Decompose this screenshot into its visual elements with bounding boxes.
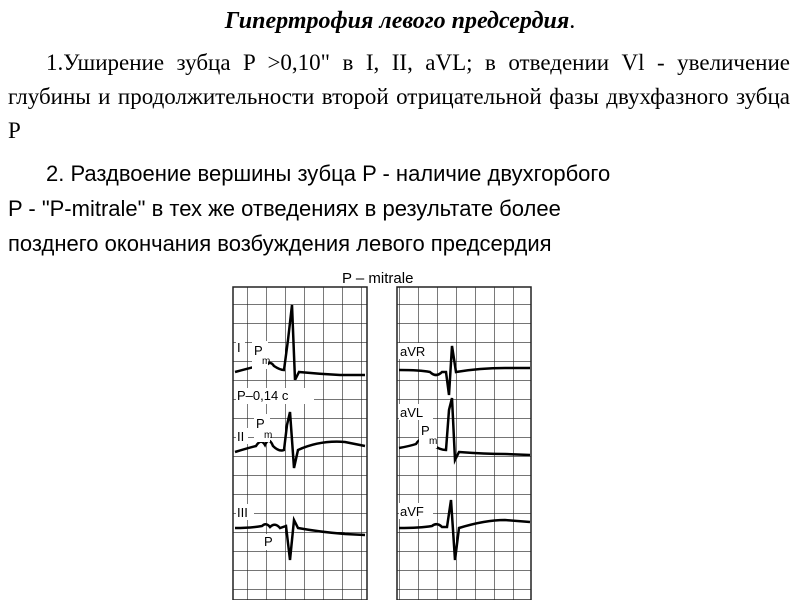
paragraph-1-text: 1.Уширение зубца P >0,10" в I, II, aVL; в отведении Vl - увеличение глубины и продолжительности второй отрицательной фазы двухфазного зубца P (8, 50, 790, 143)
p-label-lead-i: P (254, 343, 263, 358)
lead-iii-label: III (237, 505, 248, 520)
paragraph-2-line-2: P - "P-mitrale" в тех же отведениях в результате более (8, 196, 561, 221)
figure-title: P – mitrale (342, 270, 414, 287)
ecg-panel-right (397, 287, 531, 600)
m-label-avl: m (429, 436, 438, 447)
lead-i-label: I (237, 340, 241, 355)
p-label-lead-iii: P (264, 534, 273, 549)
m-label-lead-ii: m (264, 430, 273, 441)
lead-avf-label: aVF (400, 504, 424, 519)
paragraph-2-line-3: позднего окончания возбуждения левого предсердия (8, 231, 552, 256)
lead-avr-label: aVR (400, 344, 426, 359)
lead-ii-label: II (237, 429, 245, 444)
ecg-panel-left (233, 287, 367, 600)
title-text: Гипертрофия левого предсердия (224, 8, 570, 34)
p-label-avl: P (421, 423, 430, 438)
p-duration-label: P–0,14 c (237, 388, 289, 403)
p-label-lead-ii: P (256, 416, 265, 431)
m-label-lead-i: m (262, 356, 271, 367)
lead-avl-label: aVL (400, 405, 424, 420)
title-dot: . (569, 8, 576, 34)
paragraph-2-line-1: 2. Раздвоение вершины зубца P - наличие двухгорбого (46, 161, 611, 186)
